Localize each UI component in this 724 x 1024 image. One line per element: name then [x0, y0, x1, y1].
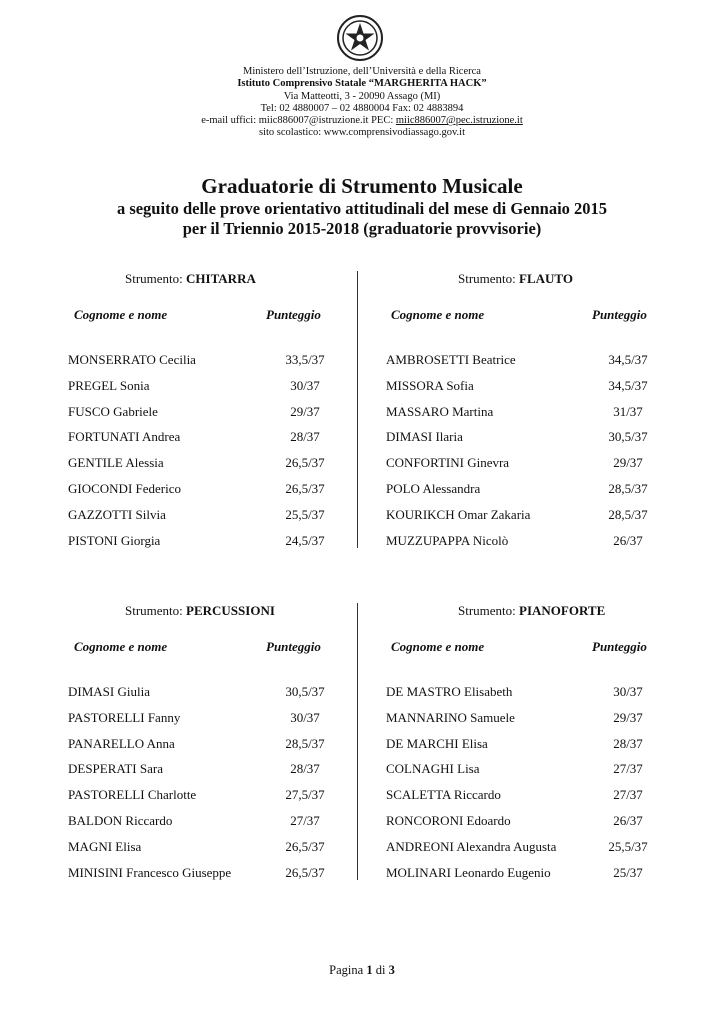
student-score: 33,5/37 — [285, 352, 325, 367]
page-footer — [0, 963, 724, 978]
student-name: MISSORA Sofia — [386, 377, 474, 393]
student-name: CONFORTINI Ginevra — [386, 455, 510, 471]
student-name: AMBROSETTI Beatrice — [386, 352, 516, 367]
student-name: MAGNI Elisa — [68, 838, 142, 854]
student-name: DIMASI Ilaria — [386, 429, 463, 445]
student-score: 25/37 — [613, 864, 643, 880]
instrument-label: Strumento: — [458, 271, 516, 286]
student-name: PISTONI Giorgia — [68, 532, 161, 548]
address-line: Via Matteotti, 3 - 20090 Assago (MI) — [283, 90, 441, 102]
instrument-label: Strumento: — [125, 271, 183, 286]
student-score: 27,5/37 — [285, 787, 325, 803]
page-label: Pagina — [329, 963, 364, 977]
ranking-row — [60, 377, 340, 395]
name-column-header: Cognome e nome — [74, 307, 168, 322]
instrument-name: FLAUTO — [519, 271, 573, 286]
ranking-section — [0, 603, 724, 893]
student-score: 27/37 — [613, 787, 643, 803]
student-score: 28,5/37 — [608, 506, 648, 522]
ranking-row — [378, 735, 668, 753]
instrument-label: Strumento: — [125, 603, 183, 618]
republic-emblem-icon — [336, 14, 384, 62]
ranking-row — [378, 377, 668, 395]
student-name: DIMASI Giulia — [68, 684, 150, 699]
student-name: MOLINARI Leonardo Eugenio — [386, 864, 551, 880]
student-score: 27/37 — [290, 813, 320, 828]
student-name: MONSERRATO Cecilia — [68, 352, 196, 367]
score-column-header: Punteggio — [266, 307, 321, 322]
email-prefix: e-mail uffici: miic886007@istruzione.it PEC: — [201, 115, 396, 127]
student-score: 29/37 — [613, 455, 643, 471]
ranking-section — [0, 271, 724, 561]
ranking-row — [378, 786, 668, 804]
score-column-header: Punteggio — [592, 639, 647, 654]
student-score: 28/37 — [290, 429, 320, 445]
student-name: DESPERATI Sara — [68, 761, 163, 777]
ranking-row — [378, 480, 668, 498]
student-score: 26,5/37 — [285, 481, 325, 496]
student-score: 27/37 — [613, 761, 643, 777]
page-total: 3 — [388, 963, 395, 977]
instrument-name: PERCUSSIONI — [186, 603, 275, 618]
email-line — [0, 115, 724, 127]
column-divider — [357, 271, 358, 548]
column-divider — [357, 603, 358, 880]
instrument-heading — [458, 271, 573, 287]
student-name: MANNARINO Samuele — [386, 709, 515, 725]
title-sub2: per il Triennio 2015-2018 (graduatorie provvisorie) — [182, 219, 542, 238]
student-score: 30/37 — [290, 709, 320, 725]
student-score: 25,5/37 — [285, 506, 325, 522]
student-score: 30/37 — [290, 377, 320, 393]
ranking-row — [60, 454, 340, 472]
student-name: ANDREONI Alexandra Augusta — [386, 838, 557, 854]
ranking-row — [378, 428, 668, 446]
ranking-row — [378, 864, 668, 882]
student-name: PANARELLO Anna — [68, 735, 175, 751]
student-name: GAZZOTTI Silvia — [68, 506, 166, 522]
student-score: 25,5/37 — [608, 838, 648, 854]
student-score: 29/37 — [290, 403, 320, 419]
name-column-header: Cognome e nome — [391, 639, 485, 654]
ranking-row — [60, 683, 340, 701]
ranking-row — [60, 428, 340, 446]
ranking-row — [60, 709, 340, 727]
student-score: 34,5/37 — [608, 352, 648, 367]
student-name: BALDON Riccardo — [68, 813, 173, 828]
ranking-row — [378, 838, 668, 856]
instrument-label: Strumento: — [458, 603, 516, 618]
title-sub1: a seguito delle prove orientativo attitudinali del mese di Gennaio 2015 — [116, 199, 608, 218]
student-score: 29/37 — [613, 709, 643, 725]
score-column-header: Punteggio — [592, 307, 647, 322]
ranking-row — [60, 532, 340, 550]
student-name: COLNAGHI Lisa — [386, 761, 480, 777]
ranking-column-right — [378, 271, 668, 561]
ranking-row — [378, 683, 668, 701]
ranking-row — [60, 506, 340, 524]
website-line: sito scolastico: www.comprensivodiassago.gov.it — [259, 127, 465, 139]
student-name: GIOCONDI Federico — [68, 481, 182, 496]
student-name: PASTORELLI Charlotte — [68, 787, 197, 803]
student-name: DE MARCHI Elisa — [386, 735, 488, 751]
student-name: MUZZUPAPPA Nicolò — [386, 532, 509, 548]
ranking-row — [378, 812, 668, 830]
student-score: 26,5/37 — [285, 455, 325, 471]
ministry-line: Ministero dell’Istruzione, dell’Università e della Ricerca — [243, 66, 481, 77]
ranking-row — [60, 812, 340, 830]
ranking-row — [60, 864, 340, 882]
name-column-header: Cognome e nome — [74, 639, 168, 654]
instrument-name: PIANOFORTE — [519, 603, 606, 618]
ranking-row — [60, 786, 340, 804]
student-score: 28,5/37 — [285, 735, 325, 751]
ranking-row — [60, 480, 340, 498]
instrument-heading — [125, 603, 275, 619]
ranking-row — [60, 403, 340, 421]
phone-line: Tel: 02 4880007 – 02 4880004 Fax: 02 4883894 — [260, 102, 464, 114]
student-score: 31/37 — [613, 403, 643, 419]
student-score: 26,5/37 — [285, 864, 325, 880]
ranking-row — [60, 351, 340, 369]
ranking-column-right — [378, 603, 668, 893]
ranking-column-left — [60, 603, 340, 893]
school-header — [0, 66, 724, 140]
instrument-heading — [458, 603, 605, 619]
student-score: 28,5/37 — [608, 481, 648, 496]
student-score: 34,5/37 — [608, 377, 648, 393]
instrument-name: CHITARRA — [186, 271, 256, 286]
student-name: GENTILE Alessia — [68, 455, 164, 471]
ranking-row — [60, 838, 340, 856]
name-column-header: Cognome e nome — [391, 307, 485, 322]
title-main: Graduatorie di Strumento Musicale — [201, 174, 523, 198]
pec-link[interactable]: miic886007@pec.istruzione.it — [395, 115, 523, 127]
page-current: 1 — [366, 963, 373, 977]
ranking-row — [60, 735, 340, 753]
ranking-row — [378, 760, 668, 778]
ranking-row — [378, 532, 668, 550]
student-score: 26,5/37 — [285, 838, 325, 854]
student-name: PASTORELLI Fanny — [68, 709, 181, 725]
student-name: FORTUNATI Andrea — [68, 429, 181, 445]
student-name: PREGEL Sonia — [68, 377, 150, 393]
student-name: SCALETTA Riccardo — [386, 787, 501, 803]
student-score: 28/37 — [290, 761, 320, 777]
student-name: MINISINI Francesco Giuseppe — [68, 864, 232, 880]
school-name: Istituto Comprensivo Statale “MARGHERITA HACK” — [237, 78, 487, 90]
score-column-header: Punteggio — [266, 639, 321, 654]
student-name: DE MASTRO Elisabeth — [386, 684, 513, 699]
student-score: 30,5/37 — [608, 429, 648, 445]
ranking-row — [378, 351, 668, 369]
instrument-heading — [125, 271, 256, 287]
ranking-row — [378, 403, 668, 421]
document-title — [0, 174, 724, 239]
ranking-row — [378, 454, 668, 472]
ranking-row — [378, 506, 668, 524]
page-of: di — [375, 963, 386, 977]
ranking-row — [378, 709, 668, 727]
ranking-row — [60, 760, 340, 778]
student-score: 30/37 — [613, 684, 643, 699]
student-score: 26/37 — [613, 532, 643, 548]
student-name: MASSARO Martina — [386, 403, 494, 419]
student-score: 24,5/37 — [285, 532, 325, 548]
student-score: 30,5/37 — [285, 684, 325, 699]
student-score: 26/37 — [613, 813, 643, 828]
student-score: 28/37 — [613, 735, 643, 751]
student-name: KOURIKCH Omar Zakaria — [386, 506, 531, 522]
student-name: RONCORONI Edoardo — [386, 813, 511, 828]
ranking-column-left — [60, 271, 340, 561]
student-name: POLO Alessandra — [386, 481, 481, 496]
student-name: FUSCO Gabriele — [68, 403, 158, 419]
